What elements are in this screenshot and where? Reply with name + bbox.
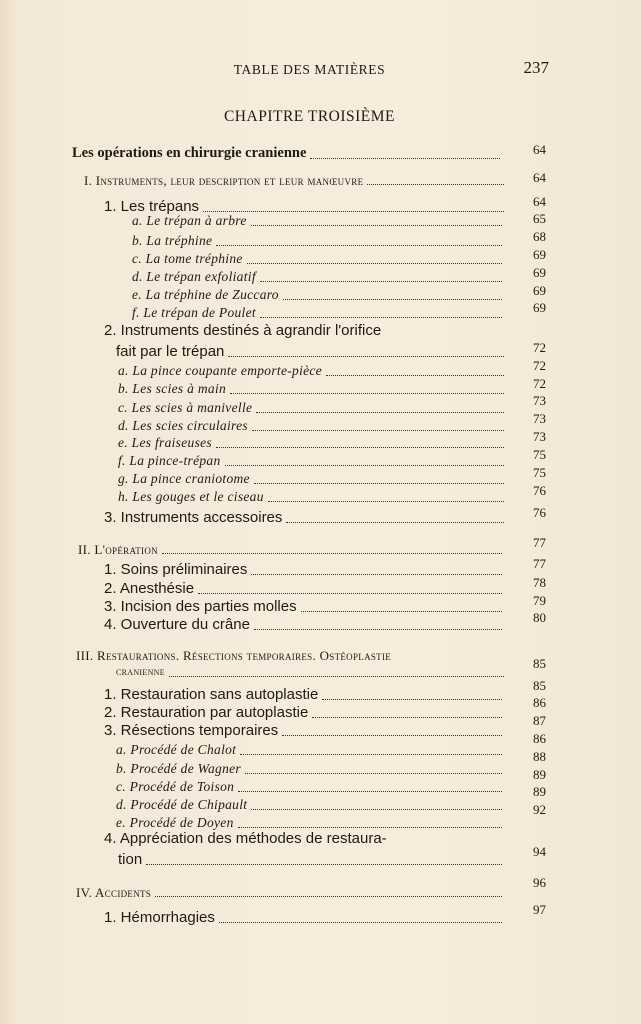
toc-entry-subsection [104,581,506,596]
dot-leader [216,244,502,246]
toc-entry-subsection [104,562,506,577]
toc-page-number: 80 [533,610,546,625]
toc-page-number: 69 [533,265,546,280]
toc-entry-item [118,364,508,378]
dot-leader [256,411,504,413]
toc-entry-subsection [104,510,508,525]
toc-entry-subsection [104,910,506,925]
toc-entry-text: III. Restaurations. Résections temporaires. Ostéoplastie [76,648,392,663]
toc-entry-text: d. Les scies circulaires [118,418,248,433]
toc-entry-item [116,762,506,776]
toc-page-number: 73 [533,411,546,426]
dot-leader [286,521,504,523]
dot-leader [260,316,502,318]
toc-entry-text: I. Instruments, leur description et leur manœuvre [84,173,364,188]
dot-leader [228,355,504,357]
toc-entry-text: d. Le trépan exfoliatif [132,269,256,284]
toc-entry-text: 2. Anesthésie [104,580,195,597]
toc-entry-section [76,649,391,662]
toc-entry-item [118,472,508,486]
toc-entry-text: g. La pince craniotome [118,471,250,486]
dot-leader [198,592,502,594]
toc-entry-text: 4. Appréciation des méthodes de restaura- [104,830,387,847]
toc-entry-text: e. La tréphine de Zuccaro [132,287,279,302]
toc-page-number: 87 [533,713,546,728]
dot-leader [225,464,504,466]
dot-leader [155,895,502,897]
toc-page-number: 64 [533,142,546,157]
toc-entry-text: 3. Incision des parties molles [104,598,297,615]
toc-entry-text: 1. Hémorrhagies [104,909,215,926]
dot-leader [216,446,504,448]
toc-page-number: 72 [533,376,546,391]
toc-page-number: 89 [533,784,546,799]
dot-leader [251,808,502,810]
toc-entry-item [118,490,508,504]
toc-entry-text: 2. Instruments destinés à agrandir l'orifice [104,322,382,339]
chapter-title: CHAPITRE TROISIÈME [223,108,396,125]
toc-entry-text: 1. Les trépans [104,198,200,215]
toc-page-number: 69 [533,247,546,262]
toc-entry-text: c. Les scies à manivelle [118,400,253,415]
toc-entry-item [118,436,508,450]
toc-entry-subsection-continued [116,344,508,359]
toc-entry-section-continued [116,667,508,679]
toc-page-number: 88 [533,749,546,764]
toc-entry-text: b. Procédé de Wagner [116,761,241,776]
toc-entry-item [118,454,508,468]
toc-page-number: 73 [533,429,546,444]
toc-entry-subsection [104,723,506,738]
toc-entry-text: h. Les gouges et le ciseau [118,489,264,504]
toc-entry-text: c. Procédé de Toison [116,779,235,794]
toc-entry-text: 3. Résections temporaires [104,722,279,739]
toc-entry-text: 4. Ouverture du crâne [104,616,250,633]
running-head: TABLE DES MATIÈRES [233,62,386,77]
dot-leader [245,772,502,774]
dot-leader [282,734,502,736]
toc-entry-item [116,780,506,794]
toc-page-number: 97 [533,902,546,917]
toc-entry-text: a. Procédé de Chalot [116,742,237,757]
toc-page-number: 65 [533,211,546,226]
dot-leader [254,482,504,484]
toc-page-number: 69 [533,300,546,315]
toc-entry-text: 3. Instruments accessoires [104,509,283,526]
dot-leader [230,392,504,394]
toc-entry-text: e. Procédé de Doyen [116,815,234,830]
toc-entry-subsection [104,617,506,632]
toc-entry-item [118,401,508,415]
toc-page-number: 75 [533,465,546,480]
toc-page-number: 73 [533,393,546,408]
toc-page-number: 69 [533,283,546,298]
toc-entry-subsection [104,687,506,702]
toc-entry-item [132,252,506,266]
dot-leader [254,628,502,630]
toc-entry-subsection [104,599,506,614]
toc-entry-text: tion [118,851,143,868]
dot-leader [326,374,504,376]
toc-entry-item [116,743,506,757]
dot-leader [247,262,502,264]
toc-page-number: 64 [533,170,546,185]
dot-leader [310,157,500,159]
toc-entry-text: II. L'opération [78,542,158,557]
dot-leader [240,753,502,755]
dot-leader [146,863,502,865]
toc-page-number: 76 [533,483,546,498]
toc-entry-text: b. La tréphine [132,233,213,248]
toc-entry-text: c. La tome tréphine [132,251,243,266]
toc-entry-subsection [104,831,387,846]
dot-leader [367,183,504,185]
toc-entry-subsection [104,323,381,338]
toc-entry-text: IV. Accidents [76,885,152,900]
toc-entry-subsection-continued [118,852,506,867]
toc-entry-item [132,234,506,248]
toc-entry-subsection [104,705,506,720]
toc-page-number: 78 [533,575,546,590]
dot-leader [238,826,502,828]
dot-leader [203,210,504,212]
toc-page-number: 76 [533,505,546,520]
toc-page-number: 79 [533,593,546,608]
toc-entry-text: b. Les scies à main [118,381,227,396]
toc-entry-section [76,886,506,899]
dot-leader [162,552,502,554]
toc-entry-text: cranienne [116,666,165,678]
dot-leader [219,921,502,923]
toc-page-number: 94 [533,844,546,859]
toc-entry-section [84,174,508,187]
toc-page-number: 85 [533,678,546,693]
toc-entry-item [116,798,506,812]
toc-page-number: 77 [533,556,546,571]
toc-entry-item [132,270,506,284]
toc-page-number: 64 [533,194,546,209]
toc-page-number: 75 [533,447,546,462]
dot-leader [252,429,504,431]
dot-leader [301,610,502,612]
toc-entry-item [132,288,506,302]
dot-leader [312,716,502,718]
toc-entry-item [116,816,506,830]
toc-entry-text: a. La pince coupante emporte-pièce [118,363,323,378]
toc-page-number: 89 [533,767,546,782]
toc-page-number: 92 [533,802,546,817]
toc-entry-section [78,543,506,556]
toc-page-number: 72 [533,340,546,355]
toc-page-number: 68 [533,229,546,244]
dot-leader [251,224,502,226]
toc-entry-text: d. Procédé de Chipault [116,797,248,812]
dot-leader [283,298,502,300]
toc-page-number: 85 [533,656,546,671]
toc-entry-text: Les opérations en chirurgie cranienne [72,145,307,161]
toc-entry-text: f. Le trépan de Poulet [132,305,256,320]
toc-page-number: 86 [533,695,546,710]
dot-leader [169,675,504,677]
toc-entry-text: f. La pince-trépan [118,453,221,468]
toc-page-number: 72 [533,358,546,373]
toc-entry-item [118,382,508,396]
dot-leader [238,790,502,792]
toc-entry-item [132,306,506,320]
toc-page-number: 96 [533,875,546,890]
dot-leader [251,573,502,575]
toc-entry-text: 1. Soins préliminaires [104,561,248,578]
toc-entry-text: 1. Restauration sans autoplastie [104,686,319,703]
dot-leader [260,280,502,282]
toc-page-number: 86 [533,731,546,746]
toc-page-number: 77 [533,535,546,550]
toc-entry-item [132,214,506,228]
toc-entry-subsection [104,199,508,214]
toc-entry-text: e. Les fraiseuses [118,435,212,450]
toc-entry-text: fait par le trépan [116,343,225,360]
toc-entry-text: a. Le trépan à arbre [132,213,247,228]
toc-entry-chapter [72,146,504,161]
dot-leader [322,698,502,700]
toc-entry-item [118,419,508,433]
page-number: 237 [523,58,549,77]
toc-entry-text: 2. Restauration par autoplastie [104,704,309,721]
dot-leader [268,500,504,502]
